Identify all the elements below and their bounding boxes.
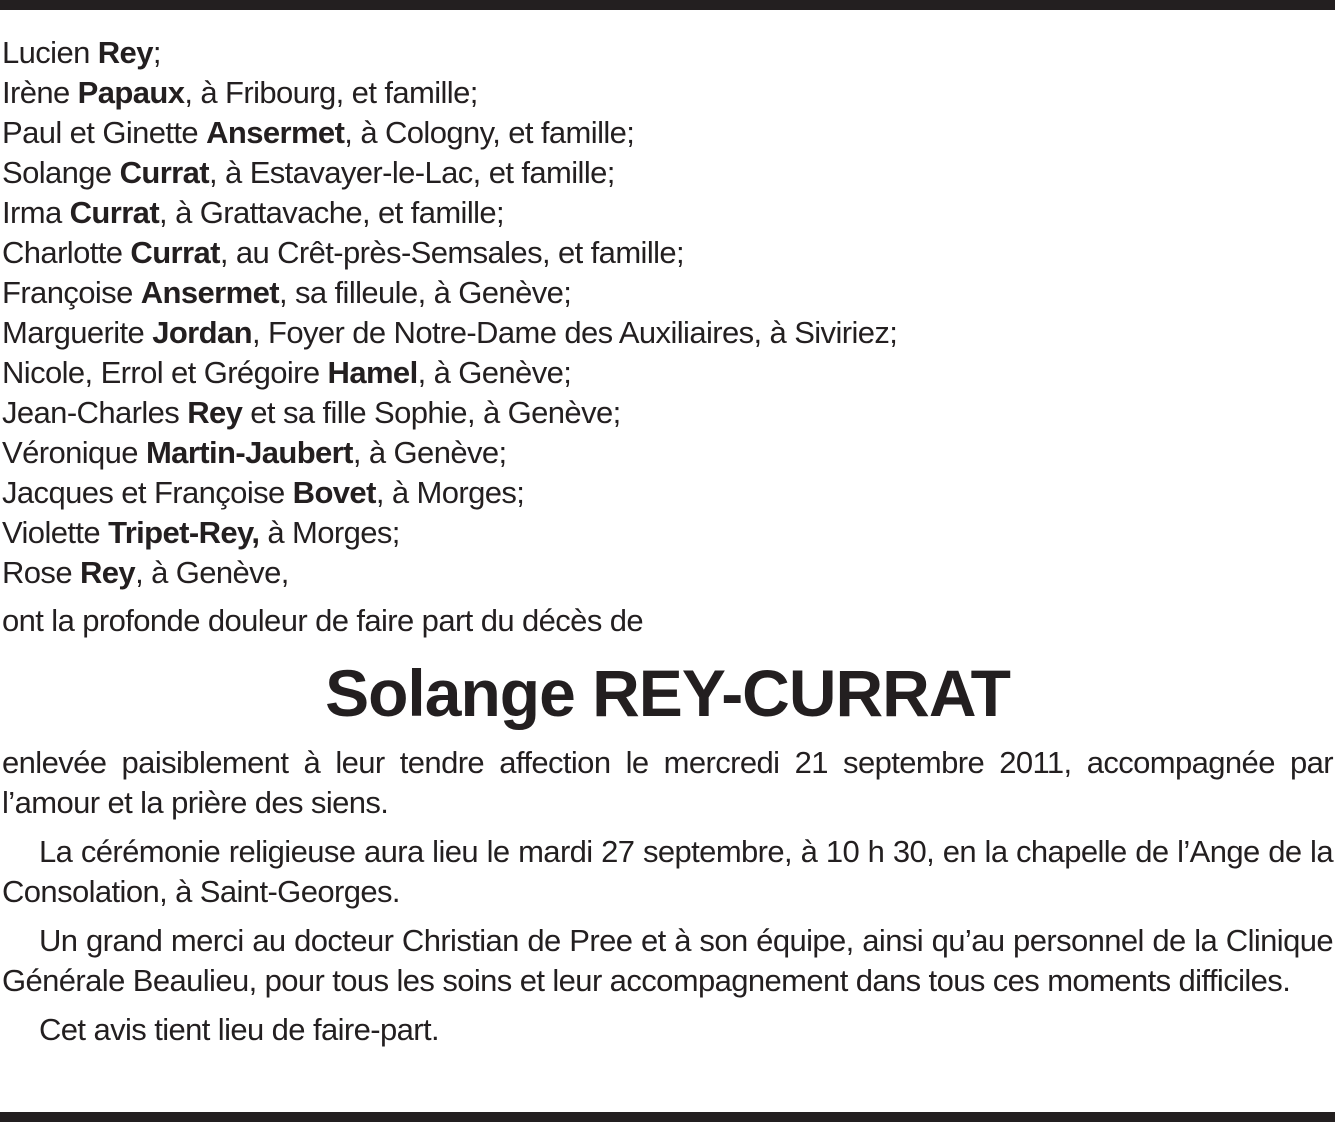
family-line: Irma Currat, à Grattavache, et famille; bbox=[2, 195, 505, 230]
family-line: Nicole, Errol et Grégoire Hamel, à Genève; bbox=[2, 355, 572, 390]
family-line: Françoise Ansermet, sa filleule, à Genève; bbox=[2, 275, 572, 310]
obituary-notice bbox=[2, 33, 1333, 1059]
family-line: Paul et Ginette Ansermet, à Cologny, et famille; bbox=[2, 115, 635, 150]
paragraph-ceremony: La cérémonie religieuse aura lieu le mardi 27 septembre, à 10 h 30, en la chapelle de l’Ange de la Consolation, à Saint-Georges. bbox=[2, 834, 1333, 909]
family-line: Jean-Charles Rey et sa fille Sophie, à Genève; bbox=[2, 395, 621, 430]
paragraph-thanks: Un grand merci au docteur Christian de Pree et à son équipe, ainsi qu’au personnel de la Clinique Générale Beaulieu, pour tous les soins et leur accompagnement dans tous ces moments difficiles. bbox=[2, 923, 1333, 998]
deceased-name: Solange REY-CURRAT bbox=[325, 656, 1010, 730]
paragraph-passing: enlevée paisiblement à leur tendre affection le mercredi 21 septembre 2011, accompagnée par l’amour et la prière des siens. bbox=[2, 745, 1333, 820]
announcement-intro: ont la profonde douleur de faire part du décès de bbox=[2, 603, 644, 638]
family-line: Violette Tripet-Rey, à Morges; bbox=[2, 515, 400, 550]
family-line: Solange Currat, à Estavayer-le-Lac, et famille; bbox=[2, 155, 615, 190]
bottom-rule bbox=[0, 1112, 1335, 1122]
family-line: Rose Rey, à Genève, bbox=[2, 555, 289, 590]
family-line: Jacques et Françoise Bovet, à Morges; bbox=[2, 475, 525, 510]
top-rule bbox=[0, 0, 1335, 10]
family-line: Charlotte Currat, au Crêt-près-Semsales, et famille; bbox=[2, 235, 685, 270]
family-line: Irène Papaux, à Fribourg, et famille; bbox=[2, 75, 478, 110]
family-list bbox=[2, 33, 1333, 593]
family-line: Lucien Rey; bbox=[2, 35, 161, 70]
family-line: Véronique Martin-Jaubert, à Genève; bbox=[2, 435, 507, 470]
family-line: Marguerite Jordan, Foyer de Notre-Dame des Auxiliaires, à Siviriez; bbox=[2, 315, 898, 350]
paragraph-notice: Cet avis tient lieu de faire-part. bbox=[39, 1012, 440, 1047]
